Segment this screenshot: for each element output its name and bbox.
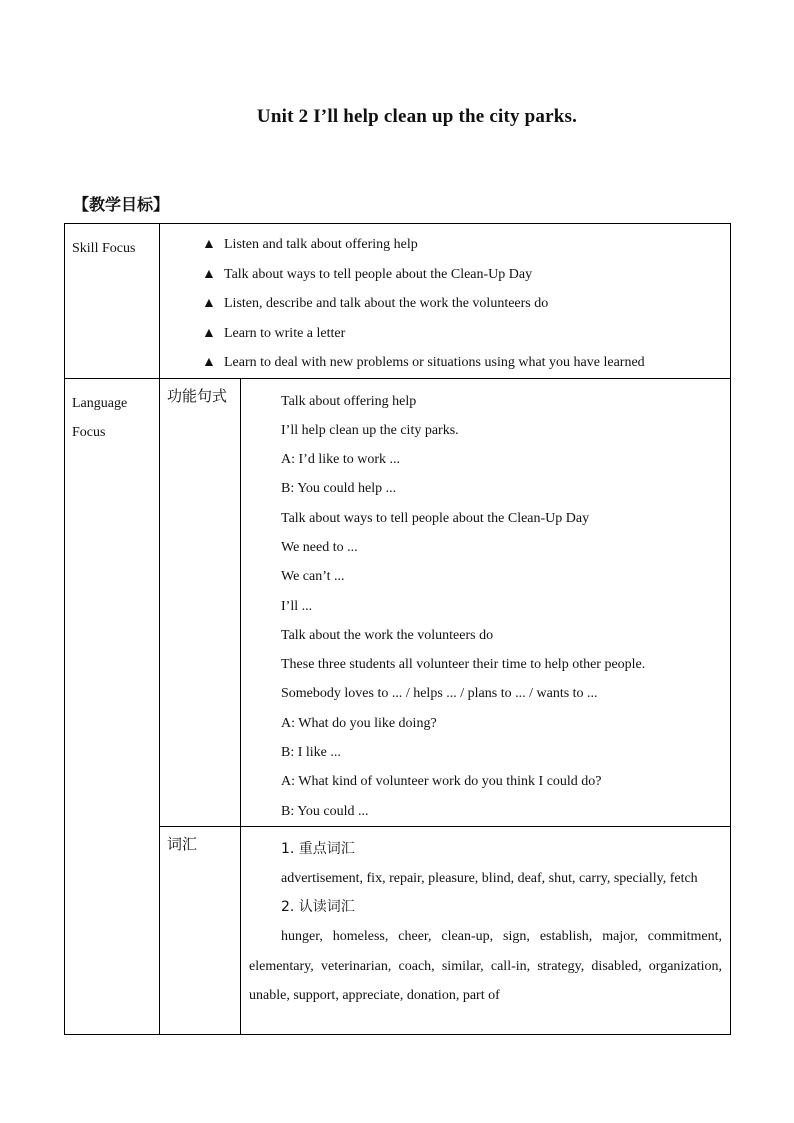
language-focus-label-cell <box>65 378 160 1034</box>
functional-line: A: What kind of volunteer work do you think I could do? <box>281 774 602 790</box>
key-vocab-heading: 1. 重点词汇 <box>281 840 355 857</box>
triangle-bullet-icon: ▲ <box>202 355 216 370</box>
skill-focus-item <box>202 230 730 260</box>
functional-line: I’ll help clean up the city parks. <box>281 422 459 438</box>
skill-focus-item-text: Learn to write a letter <box>224 325 346 341</box>
functional-content-cell <box>241 378 731 826</box>
functional-line: B: You could ... <box>281 803 369 819</box>
functional-label: 功能句式 <box>167 386 228 405</box>
section-heading: 【教学目标】 <box>73 195 170 214</box>
functional-label-cell <box>160 378 241 826</box>
skill-focus-item <box>202 319 730 349</box>
skill-focus-content-cell <box>160 224 731 379</box>
language-focus-label-line2: Focus <box>72 424 106 440</box>
triangle-bullet-icon: ▲ <box>202 325 216 341</box>
functional-line: B: You could help ... <box>281 481 397 497</box>
functional-line: We need to ... <box>281 539 358 555</box>
skill-focus-item-text: Talk about ways to tell people about the Clean-Up Day <box>224 266 533 282</box>
functional-line: Talk about ways to tell people about the Clean-Up Day <box>281 510 590 526</box>
skill-focus-item-text: Listen, describe and talk about the work the volunteers do <box>224 296 549 311</box>
triangle-bullet-icon: ▲ <box>202 237 216 252</box>
functional-lines <box>241 379 730 826</box>
skill-focus-row <box>65 224 731 379</box>
functional-line: Somebody loves to ... / helps ... / plans to ... / wants to ... <box>281 686 598 702</box>
functional-line: These three students all volunteer their time to help other people. <box>281 657 646 673</box>
skill-focus-list <box>160 224 730 378</box>
skill-focus-label: Skill Focus <box>72 241 136 256</box>
skill-focus-item-text: Learn to deal with new problems or situations using what you have learned <box>224 355 645 370</box>
skill-focus-label-cell <box>65 224 160 379</box>
language-focus-label <box>65 379 159 447</box>
functional-line: B: I like ... <box>281 745 341 761</box>
functional-line: Talk about offering help <box>281 393 417 409</box>
triangle-bullet-icon: ▲ <box>202 266 216 282</box>
vocabulary-label: 词汇 <box>167 834 198 853</box>
key-vocab-words: advertisement, fix, repair, pleasure, blind, deaf, shut, carry, specially, fetch <box>281 870 698 886</box>
objectives-table <box>64 223 731 1035</box>
language-focus-label-line1: Language <box>72 395 128 411</box>
skill-focus-item <box>202 348 730 378</box>
functional-line: I’ll ... <box>281 598 313 614</box>
functional-line: We can’t ... <box>281 569 345 585</box>
functional-line: Talk about the work the volunteers do <box>281 627 494 643</box>
read-vocab-words: hunger, homeless, cheer, clean-up, sign, establish, major, commitment, elementary, veterinarian, coach, similar, call-in, strategy, disabled, organization, unable, support, appreciate, donation, part of <box>249 929 723 1004</box>
vocabulary-row <box>65 826 731 1034</box>
functional-row <box>65 378 731 826</box>
triangle-bullet-icon: ▲ <box>202 296 216 311</box>
functional-line: A: I’d like to work ... <box>281 452 400 468</box>
vocabulary-content-cell <box>241 826 731 1034</box>
skill-focus-item <box>202 289 730 319</box>
read-vocab-heading: 2. 认读词汇 <box>281 899 355 916</box>
skill-focus-item-text: Listen and talk about offering help <box>224 237 418 252</box>
vocabulary-content <box>241 827 730 1011</box>
skill-focus-item <box>202 260 730 290</box>
functional-line: A: What do you like doing? <box>281 715 437 731</box>
document-title: Unit 2 I’ll help clean up the city parks. <box>256 106 578 127</box>
vocabulary-label-cell <box>160 826 241 1034</box>
